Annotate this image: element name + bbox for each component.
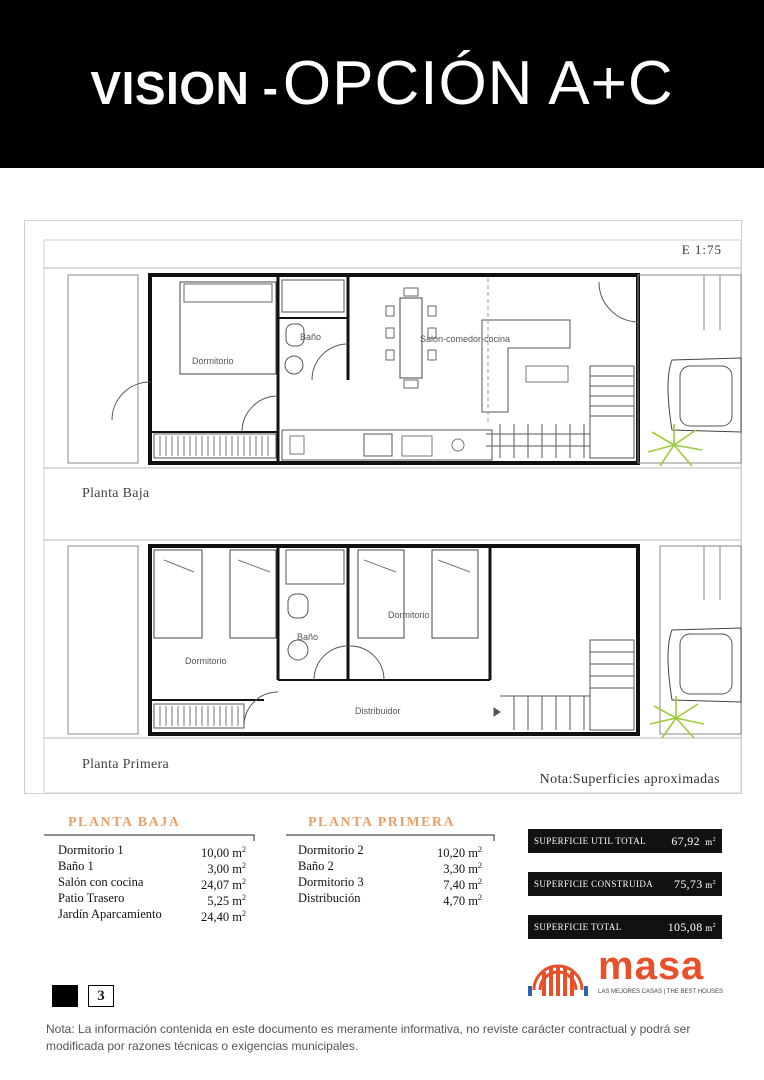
room-label-dormitorio-pb: Dormitorio: [192, 356, 234, 366]
table-row: Baño 1 3,00 $m^2$: [58, 859, 246, 877]
ground-table-heading: PLANTA BAJA: [68, 815, 181, 830]
page-number: 3: [88, 985, 114, 1007]
table-row: Salón con cocina 24,07 $m^2$: [58, 875, 246, 893]
room-label-distribuidor: Distribuidor: [355, 706, 401, 716]
floor-plan: [24, 220, 742, 794]
title-light: OPCIÓN A+C: [282, 49, 674, 118]
first-table: [298, 842, 482, 909]
ground-table: [58, 842, 246, 925]
table-row: Distribución 4,70 $m^2$: [298, 891, 482, 909]
floor-label-ground: Planta Baja: [82, 486, 150, 501]
room-label-salon: Salón-comedor-cocina: [420, 334, 511, 344]
masa-logo: [528, 946, 728, 1000]
room-label-dormitorio-pp2: Dormitorio: [388, 610, 430, 620]
summary-util: SUPERFICIE UTIL TOTAL 67,92 $m^2$: [528, 829, 722, 853]
header-banner: [0, 0, 764, 168]
room-label-bano-pb: Baño: [300, 332, 322, 342]
room-label-dormitorio-pp1: Dormitorio: [185, 656, 227, 666]
summary-construida: SUPERFICIE CONSTRUIDA 75,73 $m^2$: [528, 872, 722, 896]
summary-total: SUPERFICIE TOTAL 105,08 $m^2$: [528, 915, 722, 939]
floor-plan-drawing: [24, 220, 742, 794]
table-row: Dormitorio 1 10,00 $m^2$: [58, 843, 246, 861]
masa-logo-mark-icon: [528, 946, 588, 1000]
masa-logo-word: masa: [598, 944, 705, 988]
masa-logo-tagline: LAS MEJORES CASAS | THE BEST HOUSES: [598, 989, 724, 995]
approx-note: Nota:Superficies aproximadas: [539, 772, 720, 787]
table-row: Dormitorio 3 7,40 $m^2$: [298, 875, 482, 893]
table-row: Dormitorio 2 10,20 $m^2$: [298, 843, 482, 861]
title-bold: VISION -: [90, 62, 279, 114]
disclaimer-text: Nota: La información contenida en este documento es meramente informativa, no reviste carácter contractual y podrá ser modificada por razones técnicas o exigencias municipales.: [46, 1022, 691, 1053]
page-marker-block: [52, 985, 78, 1007]
first-table-heading: PLANTA PRIMERA: [308, 815, 456, 830]
table-row: Jardín Aparcamiento 24,40 $m^2$: [58, 907, 246, 925]
floor-label-first: Planta Primera: [82, 757, 170, 772]
ground-floor-plan: [44, 268, 741, 468]
table-row: Patio Trasero 5,25 $m^2$: [58, 891, 246, 909]
ground-table-rule: [44, 834, 258, 842]
first-table-rule: [286, 834, 498, 842]
scale-label: E 1:75: [681, 242, 722, 257]
table-row: Baño 2 3,30 $m^2$: [298, 859, 482, 877]
room-label-bano-pp: Baño: [297, 632, 319, 642]
plant-icon: [650, 696, 704, 738]
page-title: [0, 48, 764, 119]
